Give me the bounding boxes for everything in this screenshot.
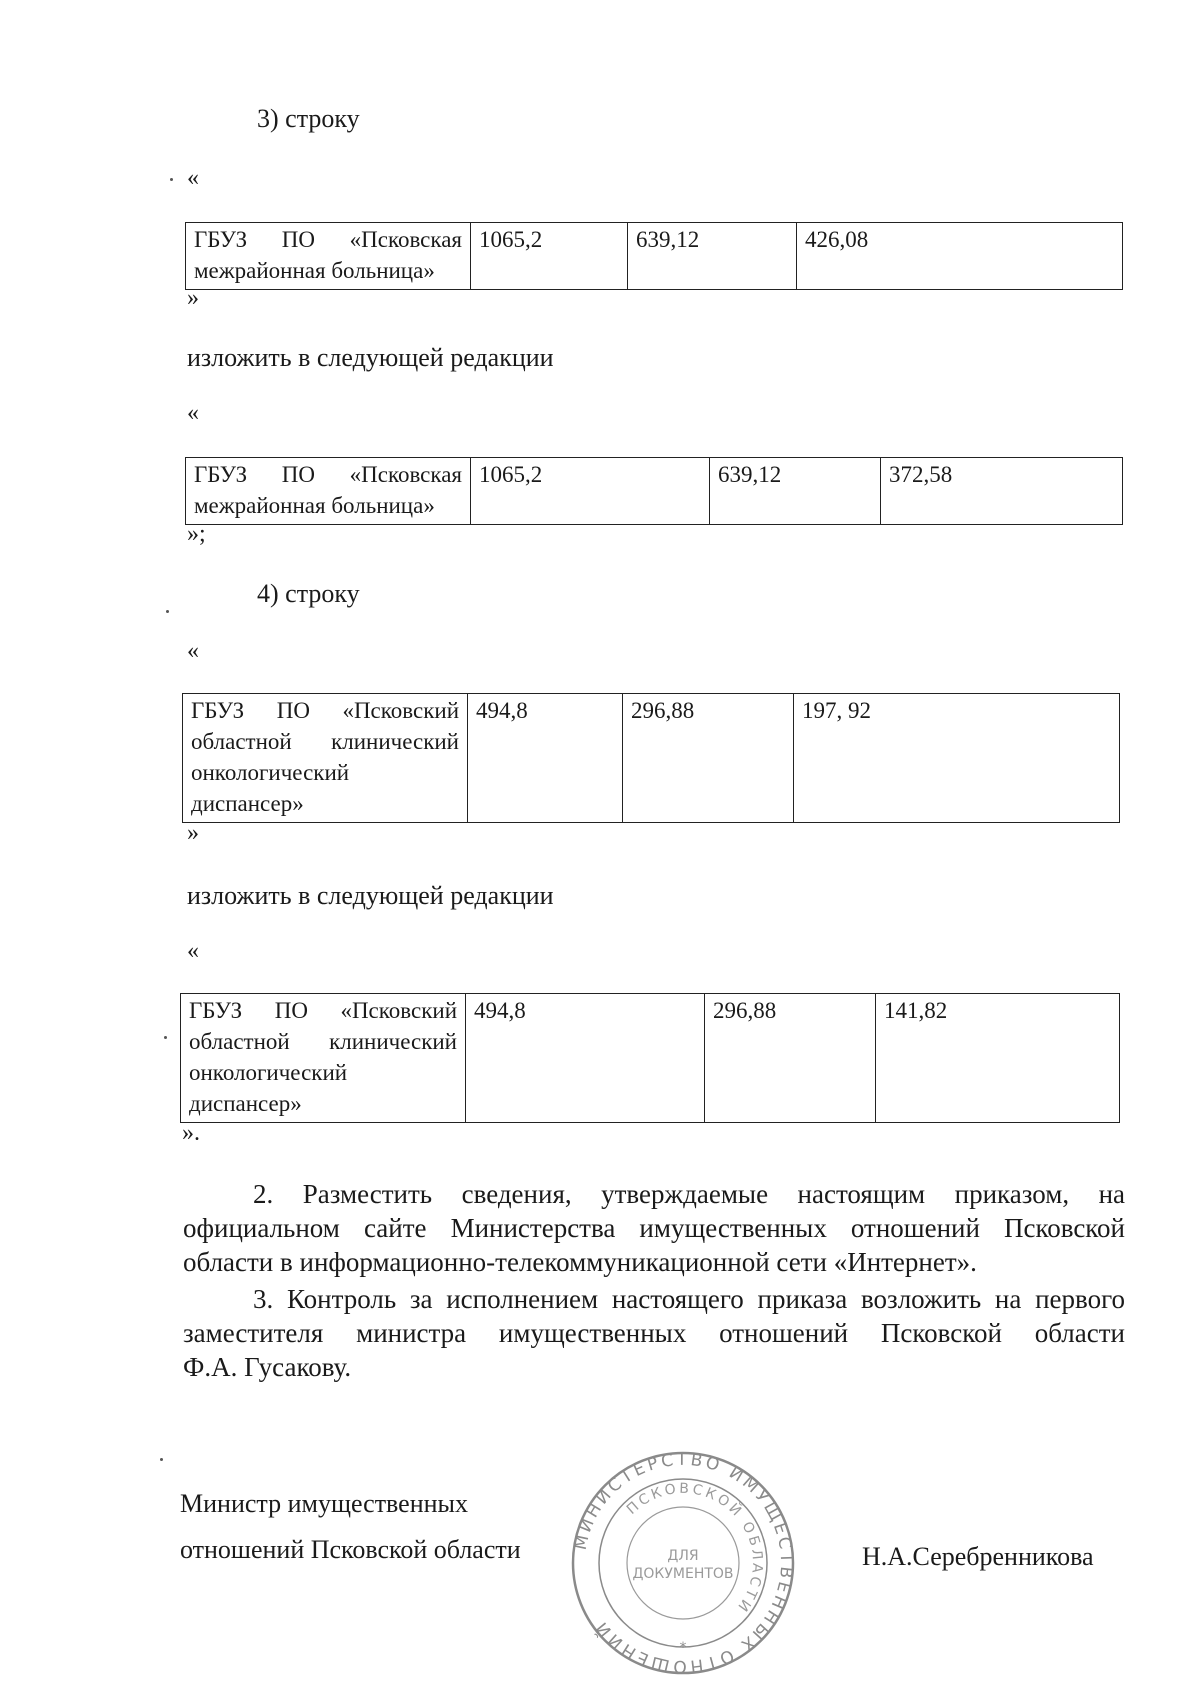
institution-name-cell <box>183 694 468 823</box>
position-line: Министр имущественных <box>180 1489 469 1518</box>
value-cell: 1065,2 <box>471 223 628 290</box>
table-row <box>186 458 1123 525</box>
edit-phrase: изложить в следующей редакции <box>187 343 554 372</box>
value-cell: 141,82 <box>876 994 1120 1123</box>
value-cell: 1065,2 <box>471 458 710 525</box>
name-line: ГБУЗ ПО «Псковский <box>189 998 457 1023</box>
scan-speck <box>170 178 173 181</box>
name-line: межрайонная больница» <box>194 258 435 283</box>
value-cell: 639,12 <box>710 458 881 525</box>
seal-center-line: ДОКУМЕНТОВ <box>632 1566 734 1582</box>
value-cell: 494,8 <box>468 694 623 823</box>
close-quote: ». <box>182 1120 200 1146</box>
position-line: отношений Псковской области <box>180 1535 521 1564</box>
value-cell: 372,58 <box>881 458 1123 525</box>
name-line: ГБУЗ ПО «Псковская <box>194 227 462 252</box>
official-seal <box>568 1448 798 1678</box>
scan-speck <box>164 1036 167 1039</box>
paragraph-line: Ф.А. Гусакову. <box>183 1352 352 1382</box>
seal-ring-text: МИНИСТЕРСТВО ИМУЩЕСТВЕННЫХ ОТНОШЕНИЙ <box>570 1449 797 1677</box>
scan-speck <box>160 1458 163 1461</box>
old-row-table <box>185 222 1123 290</box>
value-cell: 296,88 <box>623 694 794 823</box>
close-quote: » <box>187 285 199 311</box>
name-line: онкологический <box>189 1060 348 1085</box>
paragraph-2 <box>183 1177 1125 1279</box>
new-row-table <box>180 993 1120 1123</box>
scan-speck <box>166 610 169 613</box>
paragraph-line: области в информационно-телекоммуникационной сети «Интернет». <box>183 1247 977 1277</box>
name-line: ГБУЗ ПО «Псковский <box>191 698 459 723</box>
name-line: межрайонная больница» <box>194 493 435 518</box>
seal-inner-ring-text: ПСКОВСКОЙ ОБЛАСТИ <box>623 1480 766 1617</box>
item4-heading: 4) строку <box>257 579 360 608</box>
seal-center-line: ДЛЯ <box>667 1548 699 1564</box>
edit-phrase: изложить в следующей редакции <box>187 881 554 910</box>
name-line: диспансер» <box>189 1091 302 1116</box>
paragraph-line: 2. Разместить сведения, утверждаемые настоящим приказом, на <box>253 1179 1125 1209</box>
open-quote: « <box>187 165 199 191</box>
paragraph-line: заместителя министра имущественных отношений Псковской области <box>183 1318 1125 1348</box>
seal-star: * <box>679 1640 687 1656</box>
paragraph-3 <box>183 1282 1125 1384</box>
name-line: ГБУЗ ПО «Псковская <box>194 462 462 487</box>
item3-heading: 3) строку <box>257 104 360 133</box>
value-cell: 197, 92 <box>794 694 1120 823</box>
table-row <box>181 994 1120 1123</box>
old-row-table <box>182 693 1120 823</box>
paragraph-line: официальном сайте Министерства имущественных отношений Псковской <box>183 1213 1125 1243</box>
value-cell: 426,08 <box>797 223 1123 290</box>
value-cell: 639,12 <box>628 223 797 290</box>
close-quote: » <box>187 820 199 846</box>
signatory-name: Н.А.Серебренникова <box>862 1542 1094 1571</box>
institution-name-cell <box>186 458 471 525</box>
name-line: диспансер» <box>191 791 304 816</box>
institution-name-cell <box>186 223 471 290</box>
name-line: областной клинический <box>189 1029 457 1054</box>
open-quote: « <box>187 400 199 426</box>
table-row <box>183 694 1120 823</box>
open-quote: « <box>187 938 199 964</box>
close-quote: »; <box>187 521 206 547</box>
name-line: онкологический <box>191 760 350 785</box>
new-row-table <box>185 457 1123 525</box>
signatory-position <box>180 1485 521 1569</box>
paragraph-line: 3. Контроль за исполнением настоящего приказа возложить на первого <box>253 1284 1125 1314</box>
institution-name-cell <box>181 994 466 1123</box>
open-quote: « <box>187 638 199 664</box>
value-cell: 494,8 <box>466 994 705 1123</box>
table-row <box>186 223 1123 290</box>
value-cell: 296,88 <box>705 994 876 1123</box>
name-line: областной клинический <box>191 729 459 754</box>
